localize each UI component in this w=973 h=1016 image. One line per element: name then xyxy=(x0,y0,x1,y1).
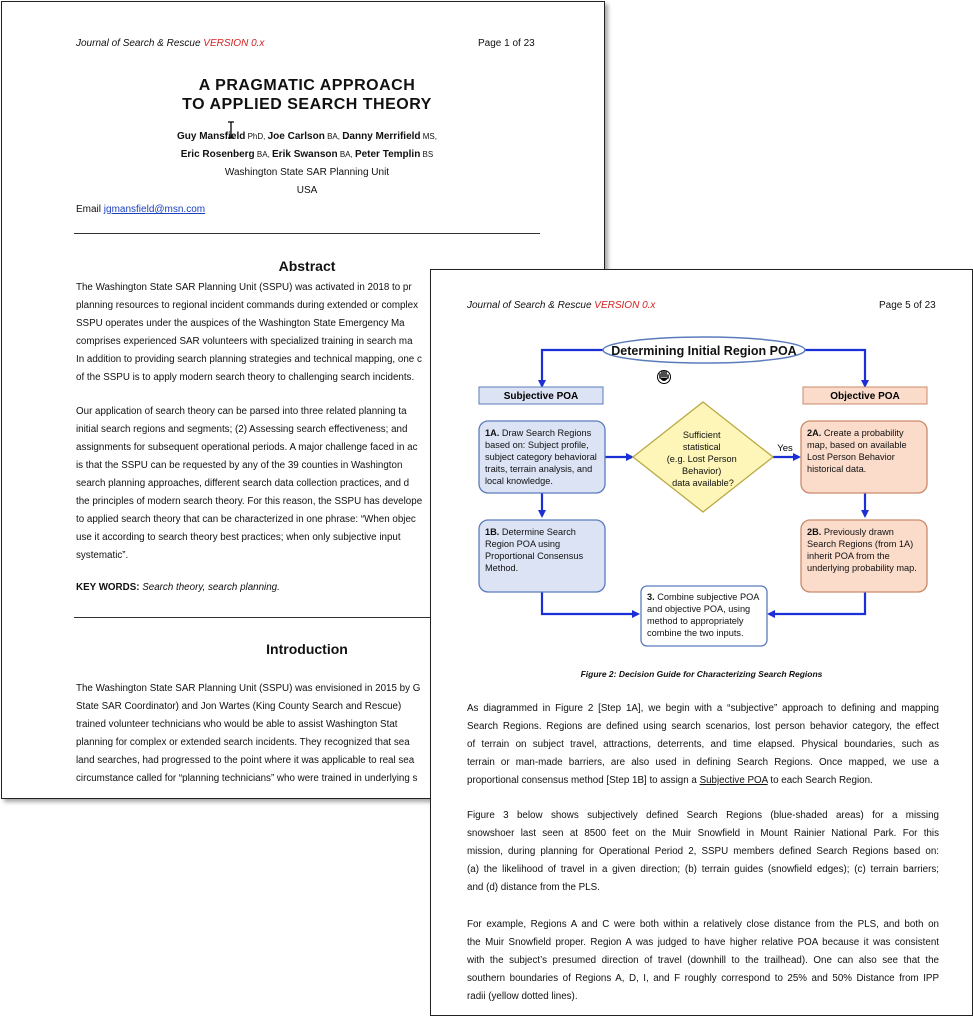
affiliation: Washington State SAR Planning Unit xyxy=(224,167,390,178)
objective-poa-label: Objective POA xyxy=(830,391,900,402)
flowchart-title: Determining Initial Region POA xyxy=(611,344,797,358)
authors-line-2: Eric Rosenberg BA, Erik Swanson BA, Peter Templin BS xyxy=(180,149,434,160)
box-2a-text: 2A. Create a probability map, based on available Lost Person Behavior historical data. xyxy=(807,428,907,474)
decision-guide-flowchart xyxy=(431,330,972,660)
authors-line-1: Guy Mansfield PhD, Joe Carlson BA, Danny Merrifield MS, xyxy=(177,131,437,142)
decision-text: Sufficient statistical (e.g. Lost Person Behavior) data available? xyxy=(666,430,737,488)
box-1b-text: 1B. Determine Search Region POA using Proportional Consensus Method. xyxy=(485,527,584,573)
introduction-heading: Introduction xyxy=(266,641,348,657)
email-line: Email jgmansfield@msn.com xyxy=(76,204,206,215)
page5-page-number: Page 5 of 23 xyxy=(879,300,936,311)
body-paragraph-1: As diagrammed in Figure 2 [Step 1A], we begin with a “subjective” approach to defining and mapping Search Regions. Regions are defined using search scenarios, lost person behavior category, the effect of terrain on subject travel, attractions, deterrents, and time elapsed. Physical boundaries, such as terrain or man-made barriers, are also used in defining Search Regions. Once mapped, we use a proportional consensus method [Step 1B] to assign a Subjective POA to each Search Region. xyxy=(467,703,939,786)
box-2b-text: 2B. Previously drawn Search Regions (from 1A) inherit POA from the underlying probability map. xyxy=(807,527,917,573)
page5-journal-header: Journal of Search & Rescue VERSION 0.x xyxy=(467,300,656,311)
page1-page-number: Page 1 of 23 xyxy=(478,38,535,49)
abstract-paragraph-1: The Washington State SAR Planning Unit (SSPU) was activated in 2018 to pr planning resources to regional incident commands during extended or complex SSPU operates under the auspices of the Washington State Emergency Ma comprises experienced SAR volunteers with specialized training in search ma In addition to providing search planning strategies and technical mapping, one c of the SSPU is to apply modern search theory to challenging search incidents. xyxy=(76,282,422,383)
yes-label: Yes xyxy=(777,443,793,454)
country: USA xyxy=(296,185,318,196)
box-3-text: 3. Combine subjective POA and objective POA, using method to appropriately combine the two inputs. xyxy=(647,592,759,638)
page1-journal-header: Journal of Search & Rescue VERSION 0.x xyxy=(76,38,265,49)
keywords: KEY WORDS: Search theory, search planning. xyxy=(76,582,280,593)
abstract-paragraph-2: Our application of search theory can be parsed into three related planning ta initial search regions and segments; (2) Assessing search effectiveness; and assignments for subsequent operational periods. A major challenge faced in ac is that the SSPU can be requested by any of the 39 counties in Washington search planning approaches, different search data collection practices, and d the principles of modern search theory. For this reason, the SSPU has develope to applied search theory that can be characterized in one phrase: “When objec use it according to search theory best practices; when only subjective input systematic”. xyxy=(76,406,423,561)
document-page-5 xyxy=(430,269,973,1016)
hand-cursor-icon xyxy=(658,371,671,384)
body-paragraph-3: For example, Regions A and C were both within a relatively close distance from the PLS, and both on the Muir Snowfield proper. Region A was judged to have higher relative POA because it was consistent with the subject’s presumed direction of travel (downhill to the trailhead). One can also see that the southern boundaries of Regions A, D, I, and F roughly correspond to 25% and 50% Distance from IPP radii (yellow dotted lines). xyxy=(467,919,939,1002)
text-cursor-icon xyxy=(226,121,236,139)
introduction-paragraph: The Washington State SAR Planning Unit (SSPU) was envisioned in 2015 by G State SAR Coordinator) and Jon Wartes (King County Search and Rescue) trained volunteer technicians who would be able to assist Washington Stat planning for complex or extended search incidents. They recognized that sea land searches, had progressed to the point where it was applicable to real sea circumstance called for “planning technicians” who were trained in underlying s xyxy=(76,683,421,784)
figure-caption: Figure 2: Decision Guide for Characterizing Search Regions xyxy=(580,669,823,679)
email-link[interactable]: jgmansfield@msn.com xyxy=(103,204,206,215)
body-paragraph-2: Figure 3 below shows subjectively defined Search Regions (blue-shaded areas) for a missing snowshoer last seen at 8500 feet on the Muir Snowfield in Mount Rainier National Park. For this mission, during planning for Operational Period 2, SSPU members defined Search Regions based on: (a) the likelihood of travel in a given direction; (b) terrain guides (snowfield edges); (c) terrain barriers; and (d) distance from the PLS. xyxy=(467,810,939,893)
subjective-poa-term: Subjective POA xyxy=(699,775,768,786)
divider xyxy=(74,233,540,234)
abstract-heading: Abstract xyxy=(278,258,336,274)
subjective-poa-label: Subjective POA xyxy=(503,391,579,402)
paper-title: A PRAGMATIC APPROACH TO APPLIED SEARCH THEORY xyxy=(182,77,432,113)
box-1a-text: 1A. Draw Search Regions based on: Subject profile, subject category behavioral traits, terrain analysis, and local knowledge. xyxy=(485,428,597,486)
